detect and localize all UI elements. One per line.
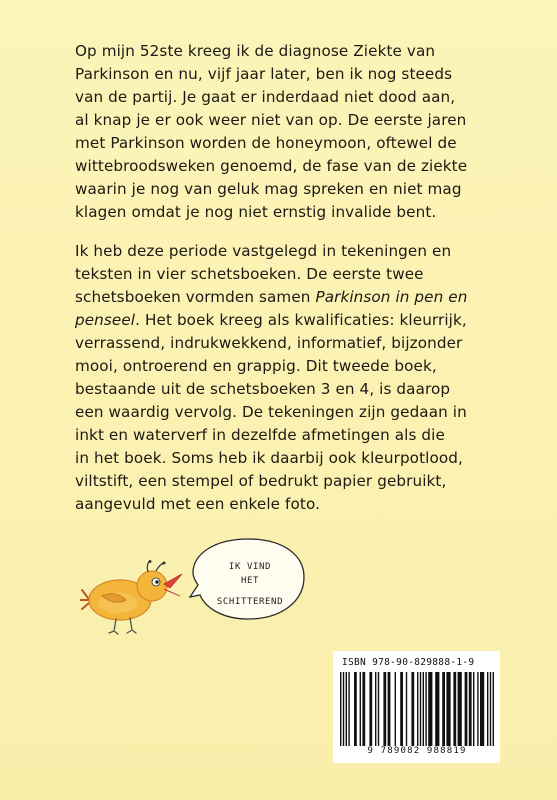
text-line: al knap je er ook weer niet van op. De eerste jaren [75,111,467,129]
barcode-bar [406,672,407,746]
text-line: klagen omdat je nog niet ernstig invalide bent. [75,203,437,221]
barcode-bar [362,672,365,746]
barcode-bar [435,672,439,746]
barcode-bar [425,672,426,746]
barcode-bar [477,672,478,746]
barcode-bar [378,672,379,746]
text-line [75,286,515,309]
text-line: Parkinson en nu, vijf jaar later, ben ik nog steeds [75,65,453,83]
text-line: in het boek. Soms heb ik daarbij ook kleurpotlood, [75,449,463,467]
isbn-label: ISBN 978-90-829888-1-9 [342,657,475,668]
barcode-bar [480,672,484,746]
barcode-bar [346,672,347,746]
text-line [75,309,515,332]
text-line: Op mijn 52ste kreeg ik de diagnose Ziekte van [75,42,436,60]
text-line: wittebroodsweken genoemd, de fase van de ziekte [75,157,468,175]
barcode-digits: 9 789082 988819 [367,746,467,756]
paragraph-intro [75,40,515,224]
barcode-bar [490,672,491,746]
barcode-bars [340,672,494,746]
barcode-bar [340,672,341,746]
text-line: Ik heb deze periode vastgelegd in tekeningen en [75,242,452,260]
text-line: aangevuld met een enkele foto. [75,495,320,513]
book-title-part: Parkinson in pen en [315,288,468,306]
text-line: met Parkinson worden de honeymoon, oftewel de [75,134,457,152]
barcode-bar [411,672,414,746]
barcode-bar [360,672,361,746]
text-line: viltstift, een stempel of bedrukt papier gebruikt, [75,472,447,490]
text-line: een waardig vervolg. De tekeningen zijn gedaan in [75,403,467,421]
barcode-bar [343,672,344,746]
text-fragment: . Het boek kreeg als kwalificaties: kleurrijk, [135,311,467,329]
barcode-bar [420,672,421,746]
text-line: inkt en waterverf in dezelfde afmetingen als die [75,426,445,444]
barcode-bar [354,672,357,746]
barcode-bar [375,672,376,746]
barcode-bar [417,672,418,746]
text-line: verrassend, indrukwekkend, informatief, bijzonder [75,334,463,352]
barcode-bar [442,672,445,746]
barcode-bar [446,672,450,746]
text-line: van de partij. Je gaat er inderdaad niet dood aan, [75,88,456,106]
barcode-bar [383,672,386,746]
speech-bubble-text: HET [240,576,260,586]
paragraph-description [75,240,515,516]
text-line: waarin je nog van geluk mag spreken en niet mag [75,180,462,198]
speech-bubble-text: SCHITTEREND [216,597,284,607]
text-line: mooi, ontroerend en grappig. Dit tweede boek, [75,357,437,375]
barcode-bar [473,672,474,746]
barcode-bar [487,672,488,746]
barcode-bar [453,672,456,746]
barcode-bar [400,672,403,746]
barcode-bar [423,672,424,746]
book-title-part: penseel [75,311,136,329]
barcode-bar [348,672,349,746]
bird-illustration [80,560,190,635]
barcode-bar [428,672,432,746]
barcode-bar [388,672,391,746]
barcode-bar [469,672,472,746]
text-fragment: schetsboeken vormden samen [75,288,316,306]
barcode-bar [395,672,396,746]
barcode-bar [465,672,468,746]
text-line: teksten in vier schetsboeken. De eerste twee [75,265,424,283]
text-line: bestaande uit de schetsboeken 3 en 4, is daarop [75,380,451,398]
barcode-bar [458,672,462,746]
barcode-bar [493,672,494,746]
barcode-bar [369,672,372,746]
speech-bubble-text: IK VIND [228,562,272,572]
